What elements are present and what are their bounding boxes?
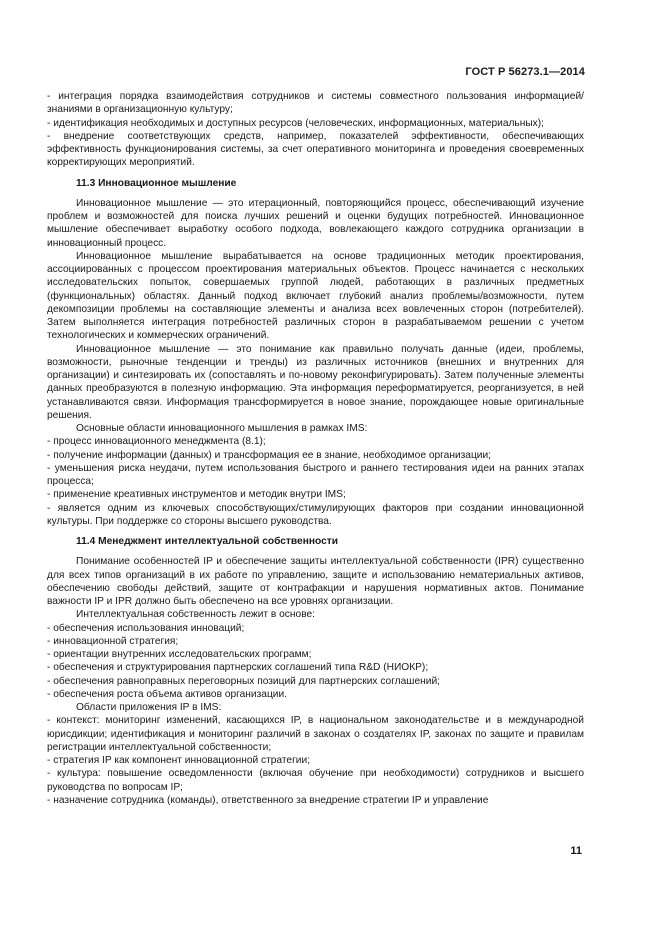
- list-item: - применение креативных инструментов и методик внутри IMS;: [47, 489, 346, 501]
- list-item: - инновационной стратегия;: [47, 635, 179, 647]
- paragraph: Понимание особенностей IP и обеспечение защиты интеллектуальной собственности (IPR) существенно для всех типов организаций в их работе по управлению, защите и использованию нематериальных активов, обеспечению свободы действий, защите от контрафакции и нарушения нормативных актов. Понимание важности IP и IPR должно быть обеспечено на все уровнях организации.: [47, 556, 584, 607]
- page-number: 11: [570, 845, 582, 857]
- list-item: - культура: повышение осведомленности (включая обучение при необходимости) сотрудников и высшего руководства по вопросам IP;: [47, 768, 584, 793]
- list-item: - внедрение соответствующих средств, например, показателей эффективности, обеспечивающих эффективность функционирования системы, за счет оперативного мониторинга и проведения своевременных корректирующих мероприятий.: [47, 130, 584, 169]
- list-item: - идентификация необходимых и доступных ресурсов (человеческих, информационных, материальных);: [47, 117, 545, 129]
- list-item: - обеспечения равноправных переговорных позиций для партнерских соглашений;: [47, 675, 440, 687]
- list-item: - обеспечения роста объема активов организации.: [47, 688, 288, 700]
- list-item: - обеспечения использования инноваций;: [47, 622, 245, 634]
- list-intro: Области приложения IP в IMS:: [76, 702, 222, 713]
- paragraph: Инновационное мышление — это итерационный, повторяющийся процесс, обеспечивающий изучение проблем и возможностей для поиска лучших решений и оценки будущих потребностей. Инновационное мышление обеспечивает выработку особого подхода, вовлекающего каждого сотрудника организации в инновационный процесс.: [47, 197, 584, 249]
- list-item: - назначение сотрудника (команды), ответственного за внедрение стратегии IP и управление: [47, 794, 489, 806]
- document-code-header: ГОСТ Р 56273.1—2014: [465, 66, 585, 78]
- section-heading-11-4: 11.4 Менеджмент интеллектуальной собственности: [76, 536, 339, 547]
- list-item: - обеспечения и структурирования партнерских соглашений типа R&D (НИОКР);: [47, 662, 429, 674]
- list-item: - получение информации (данных) и трансформация ее в знание, необходимое организации;: [47, 449, 492, 461]
- list-item: - уменьшения риска неудачи, путем использования быстрого и раннего тестирования идеи на ранних этапах процесса;: [47, 462, 584, 487]
- list-item: - является одним из ключевых способствующих/стимулирующих факторов при создании инновационной культуры. При поддержке со стороны высшего руководства.: [47, 502, 584, 527]
- list-item: - процесс инновационного менеджмента (8.1);: [47, 436, 266, 448]
- list-item: - стратегия IP как компонент инновационной стратегии;: [47, 755, 311, 766]
- list-intro: Основные области инновационного мышления в рамках IMS:: [76, 423, 368, 434]
- paragraph: Инновационное мышление вырабатывается на основе традиционных методик проектирования, ассоциированных с процессом проектирования материальных объектов. Процесс начинается с нескольких исследовательских попыток, совершаемых группой людей, работающих в различных предметных (функциональных) областях. Данный подход включает глубокий анализ проблемы/возможности, путем декомпозиции проблемы на составляющие элементы и анализа всех вовлеченных сторон (потребителей). Затем выполняется интеграция потребностей различных сторон в разрабатываемом решении с учетом технологических и коммерческих ограничений.: [47, 250, 584, 342]
- paragraph: Инновационное мышление — это понимание как правильно получать данные (идеи, проблемы, возможности, рыночные тенденции и тренды) из различных источников (внешних и внутренних для организации) и синтезировать их (сопоставлять и по-новому реконфигурировать). Затем полученные элементы данных преобразуются в полезную информацию. Эта информация переформатируется, реорганизуется, в ней устанавливаются связи. Информация трансформируется в новое знание, порождающее новые оригинальные решения.: [47, 343, 584, 421]
- section-heading-11-3: 11.3 Инновационное мышление: [76, 177, 237, 189]
- page-body: [47, 90, 584, 807]
- list-item: - контекст: мониторинг изменений, касающихся IP, в национальном законодательстве и в международной юрисдикции; идентификация и мониторинг различий в законах о создателях IP, законах по защите и правилам регистрации интеллектуальной собственности;: [47, 715, 584, 753]
- list-intro: Интеллектуальная собственность лежит в основе:: [76, 609, 315, 621]
- list-item: - ориентации внутренних исследовательских программ;: [47, 649, 312, 660]
- list-item: - интеграция порядка взаимодействия сотрудников и системы совместного пользования информацией/знаниями в организационную культуру;: [47, 91, 584, 116]
